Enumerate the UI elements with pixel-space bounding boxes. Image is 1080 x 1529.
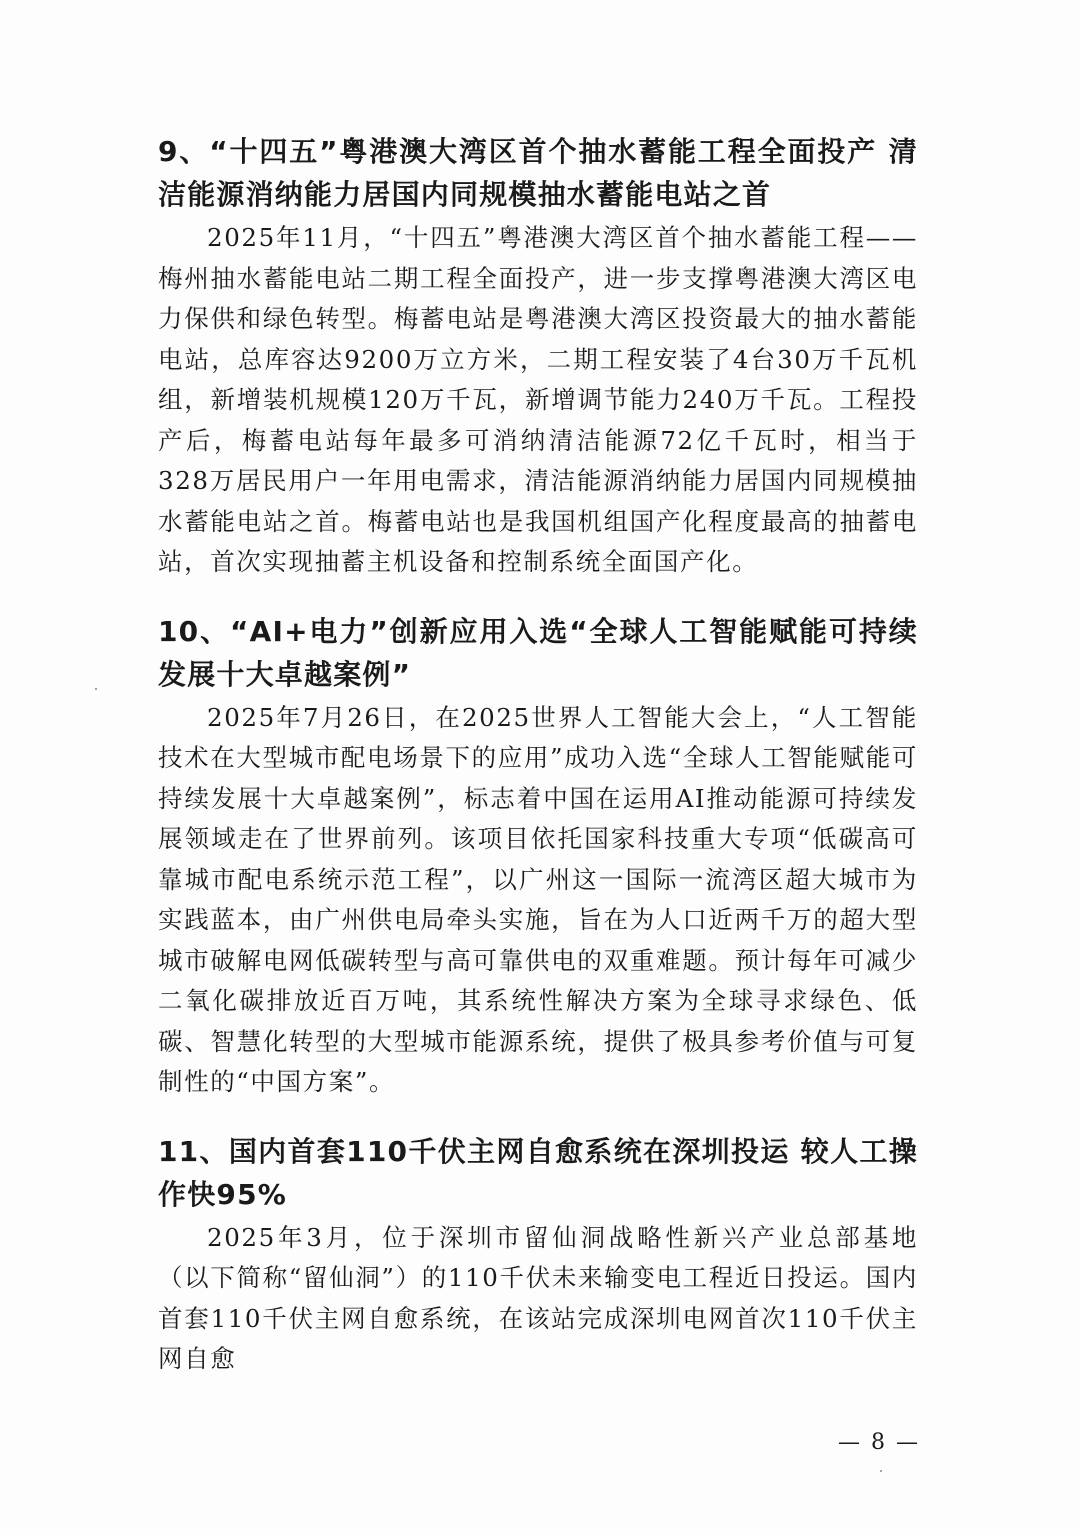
section-heading: 9、“十四五”粤港澳大湾区首个抽水蓄能工程全面投产 清洁能源消纳能力居国内同规模抽水蓄能电站之首 xyxy=(158,135,918,211)
scan-speck xyxy=(880,1470,882,1472)
document-body xyxy=(158,130,918,1380)
section-11 xyxy=(158,1130,918,1380)
scan-speck xyxy=(95,688,97,690)
section-spacer xyxy=(158,1103,918,1130)
section-spacer xyxy=(158,583,918,610)
section-heading: 11、国内首套110千伏主网自愈系统在深圳投运 较人工操作快95% xyxy=(158,1134,918,1211)
section-paragraph: 2025年11月，“十四五”粤港澳大湾区首个抽水蓄能工程——梅州抽水蓄能电站二期工程全面投产，进一步支撑粤港澳大湾区电力保供和绿色转型。梅蓄电站是粤港澳大湾区投资最大的抽水蓄能电站，总库容达9200万立方米，二期工程安装了4台30万千瓦机组，新增装机规模120万千瓦，新增调节能力240万千瓦。工程投产后，梅蓄电站每年最多可消纳清洁能源72亿千瓦时，相当于328万居民用户一年用电需求，清洁能源消纳能力居国内同规模抽水蓄能电站之首。梅蓄电站也是我国机组国产化程度最高的抽蓄电站，首次实现抽蓄主机设备和控制系统全面国产化。 xyxy=(158,223,918,576)
section-paragraph: 2025年3月，位于深圳市留仙洞战略性新兴产业总部基地（以下简称“留仙洞”）的110千伏未来输变电工程近日投运。国内首套110千伏主网自愈系统，在该站完成深圳电网首次110千伏主网自愈 xyxy=(158,1222,918,1373)
section-heading: 10、“AI+电力”创新应用入选“全球人工智能赋能可持续发展十大卓越案例” xyxy=(158,614,918,691)
page-number: — 8 — xyxy=(838,1430,920,1455)
section-10 xyxy=(158,610,918,1103)
section-9 xyxy=(158,130,918,583)
section-paragraph: 2025年7月26日，在2025世界人工智能大会上，“人工智能技术在大型城市配电场景下的应用”成功入选“全球人工智能赋能可持续发展十大卓越案例”，标志着中国在运用AI推动能源可持续发展领域走在了世界前列。该项目依托国家科技重大专项“低碳高可靠城市配电系统示范工程”，以广州这一国际一流湾区超大城市为实践蓝本，由广州供电局牵头实施，旨在为人口近两千万的超大型城市破解电网低碳转型与高可靠供电的双重难题。预计每年可减少二氧化碳排放近百万吨，其系统性解决方案为全球寻求绿色、低碳、智慧化转型的大型城市能源系统，提供了极具参考价值与可复制性的“中国方案”。 xyxy=(158,702,918,1096)
